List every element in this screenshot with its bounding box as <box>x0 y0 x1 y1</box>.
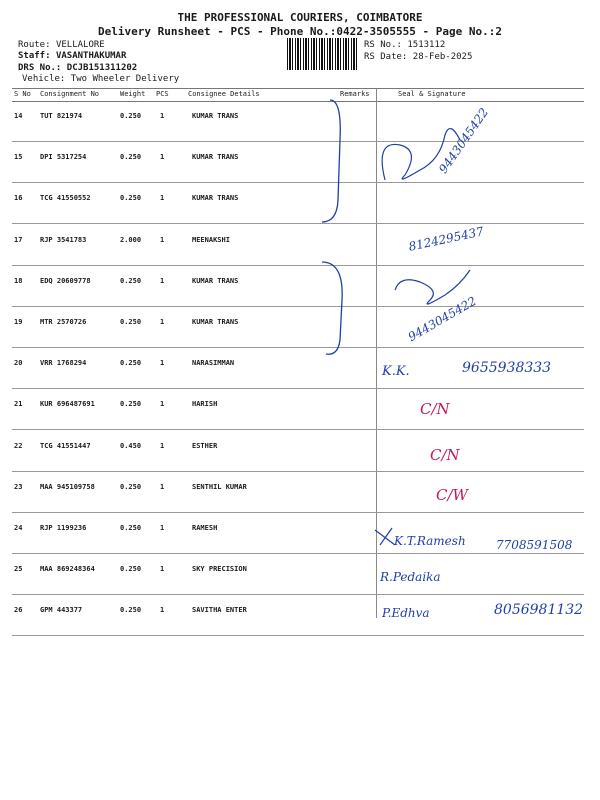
route-value: VELLALORE <box>55 40 105 50</box>
row-consignee: NARASIMMAN <box>192 359 235 368</box>
row-weight: 0.250 <box>120 194 142 203</box>
row-consignment: RJP 1199236 <box>40 524 87 532</box>
row-consignee: KUMAR TRANS <box>192 318 239 326</box>
row-sno: 22 <box>14 441 23 450</box>
row-pcs: 1 <box>160 359 165 368</box>
row-consignment: TCG 41551447 <box>40 441 91 450</box>
row-sno: 20 <box>14 359 23 368</box>
signature-2-phone: 8124295437 <box>407 224 485 254</box>
row-consignment: MAA 869248364 <box>40 565 95 574</box>
col-consignment: Consignment No <box>40 90 100 98</box>
row-consignee: KUMAR TRANS <box>192 276 239 285</box>
row-pcs: 1 <box>160 153 165 162</box>
row-weight: 2.000 <box>120 235 142 244</box>
row-weight: 0.250 <box>120 318 142 326</box>
row-sno: 24 <box>14 524 23 532</box>
signature-5-name: K.T.Ramesh <box>394 534 466 548</box>
rs-no-value: 1513112 <box>407 40 446 50</box>
row-consignment: MAA 945109758 <box>40 482 95 491</box>
row-consignment: TCG 41550552 <box>40 194 91 203</box>
row-sno: 16 <box>14 194 23 203</box>
row-consignment: RJP 3541783 <box>40 235 87 244</box>
drs-value: DCJB151311202 <box>66 63 138 73</box>
row-pcs: 1 <box>160 606 165 615</box>
rs-no-label: RS No.: <box>364 40 402 50</box>
row-consignee: ESTHER <box>192 441 218 450</box>
row-consignment: VRR 1768294 <box>40 359 87 368</box>
row-pcs: 1 <box>160 565 165 574</box>
row-sno: 14 <box>14 112 23 120</box>
col-pcs: PCS <box>156 90 169 98</box>
row-consignee: MEENAKSHI <box>192 235 230 244</box>
row-weight: 0.250 <box>120 400 142 409</box>
bracket-rows-18-20 <box>322 262 342 354</box>
drs-label: DRS No.: <box>18 63 62 73</box>
row-sno: 18 <box>14 276 23 285</box>
row-pcs: 1 <box>160 318 165 326</box>
col-sno: S No <box>14 90 31 98</box>
row-pcs: 1 <box>160 482 165 491</box>
company-title: THE PROFESSIONAL COURIERS, COIMBATORE <box>177 11 423 24</box>
signature-3-phone: 9443045422 <box>405 293 479 345</box>
signature-7-name: P.Edhva <box>382 606 430 620</box>
cn-mark-3: C/W <box>436 486 468 504</box>
row-pcs: 1 <box>160 524 165 532</box>
bracket-rows-14-16 <box>322 100 340 222</box>
rs-date-value: 28-Feb-2025 <box>412 52 473 62</box>
row-sno: 21 <box>14 400 23 409</box>
cn-mark-2: C/N <box>430 446 460 464</box>
signature-5-phone: 7708591508 <box>496 538 573 552</box>
row-weight: 0.250 <box>120 276 142 285</box>
col-remarks: Remarks <box>340 90 370 98</box>
row-pcs: 1 <box>160 112 165 120</box>
staff-value: VASANTHAKUMAR <box>55 51 127 61</box>
row-pcs: 1 <box>160 194 165 203</box>
col-consignee: Consignee Details <box>188 90 260 98</box>
route-label: Route: <box>18 40 51 50</box>
row-sno: 19 <box>14 318 23 326</box>
row-sno: 25 <box>14 565 23 574</box>
row-consignee: SAVITHA ENTER <box>192 606 247 615</box>
row-sno: 23 <box>14 482 23 491</box>
row-weight: 0.250 <box>120 112 142 120</box>
row-pcs: 1 <box>160 400 165 409</box>
col-signature: Seal & Signature <box>398 90 466 98</box>
row-weight: 0.250 <box>120 606 142 615</box>
row-weight: 0.250 <box>120 153 142 162</box>
row-consignee: KUMAR TRANS <box>192 194 239 203</box>
row-weight: 0.250 <box>120 482 142 491</box>
row-weight: 0.450 <box>120 441 142 450</box>
signature-6-name: R.Pedaika <box>380 570 441 584</box>
row-consignment: TUT 821974 <box>40 112 83 120</box>
row-sno: 15 <box>14 153 23 162</box>
row-consignee: KUMAR TRANS <box>192 153 239 162</box>
signature-scribble-2 <box>395 270 470 304</box>
row-pcs: 1 <box>160 276 165 285</box>
row-consignee: SKY PRECISION <box>192 565 247 574</box>
row-consignment: MTR 2570726 <box>40 318 87 326</box>
rs-date-label: RS Date: <box>364 52 408 62</box>
row-consignee: SENTHIL KUMAR <box>192 482 247 491</box>
vehicle-label: Vehicle: <box>22 74 66 84</box>
signature-1-phone: 9443045422 <box>436 105 492 177</box>
runsheet-subtitle: Delivery Runsheet - PCS - Phone No.:0422-3505555 - Page No.:2 <box>98 25 502 38</box>
signature-7-phone: 8056981132 <box>494 602 584 618</box>
signature-4-phone: 9655938333 <box>462 360 552 376</box>
cn-mark-1: C/N <box>420 400 450 418</box>
row-consignee: KUMAR TRANS <box>192 112 239 120</box>
row-weight: 0.250 <box>120 359 142 368</box>
row-sno: 26 <box>14 606 23 615</box>
signature-scribble-5 <box>375 528 395 545</box>
row-pcs: 1 <box>160 235 165 244</box>
row-weight: 0.250 <box>120 565 142 574</box>
row-weight: 0.250 <box>120 524 142 532</box>
vehicle-value: Two Wheeler Delivery <box>70 74 180 84</box>
row-consignment: KUR 696487691 <box>40 400 95 409</box>
col-weight: Weight <box>120 90 146 98</box>
row-consignee: RAMESH <box>192 524 218 532</box>
staff-label: Staff: <box>18 51 51 61</box>
row-consignment: DPI 5317254 <box>40 153 87 162</box>
row-consignment: EDQ 20609778 <box>40 276 91 285</box>
row-consignment: GPM 443377 <box>40 606 83 615</box>
signature-4-name: K.K. <box>382 364 410 379</box>
row-sno: 17 <box>14 235 23 244</box>
row-pcs: 1 <box>160 441 165 450</box>
row-consignee: HARISH <box>192 400 218 409</box>
